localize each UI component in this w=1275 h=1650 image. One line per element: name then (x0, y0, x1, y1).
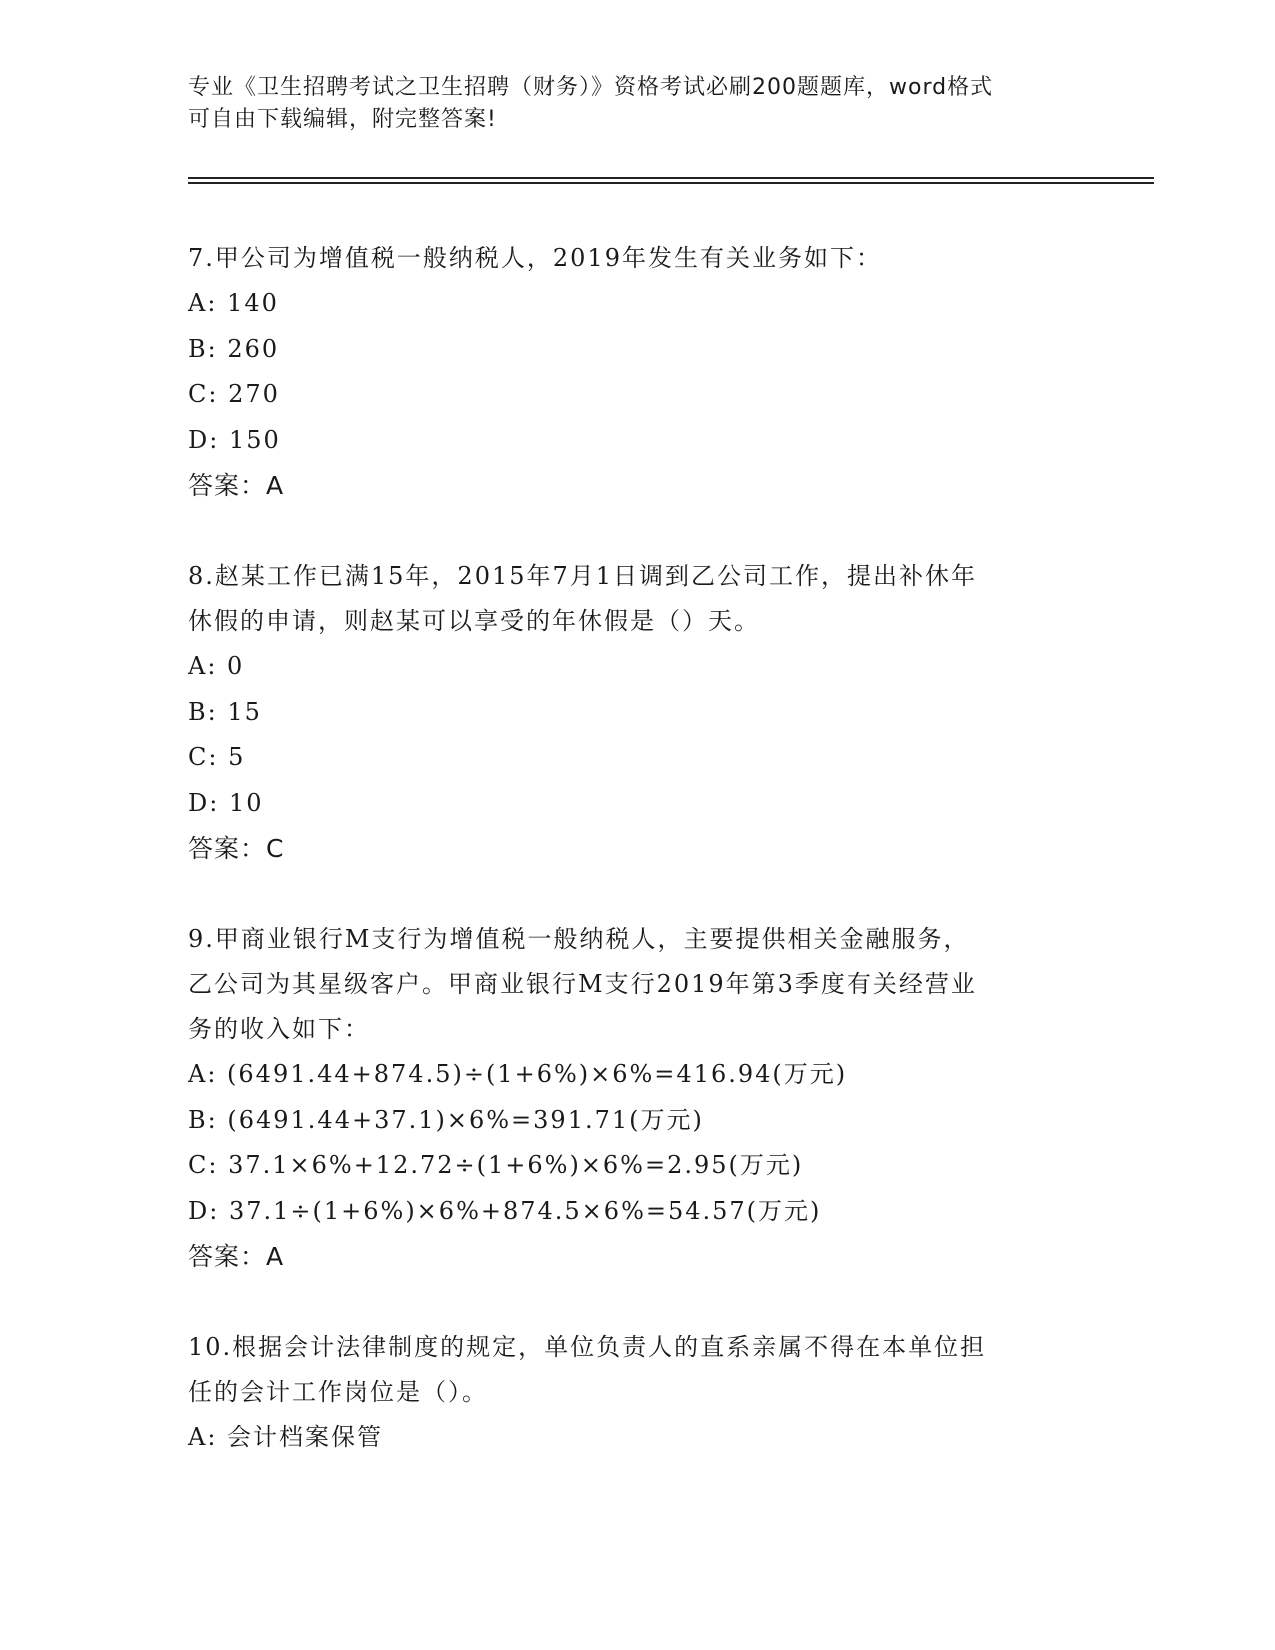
document-header (188, 72, 1088, 136)
option-b: B: (6491.44+37.1)×6%=391.71(万元) (188, 1105, 704, 1134)
question-7 (188, 236, 1088, 508)
option-c: C: 5 (188, 743, 246, 771)
answer-line: 答案：A (188, 471, 285, 500)
question-stem: 任的会计工作岗位是（）。 (188, 1378, 488, 1406)
option-b: B: 15 (188, 697, 262, 726)
header-divider-bottom (188, 182, 1154, 184)
question-9 (188, 917, 1088, 1279)
option-c: C: 37.1×6%+12.72÷(1+6%)×6%=2.95(万元) (188, 1151, 804, 1179)
header-line-1: 专业《卫生招聘考试之卫生招聘（财务）》资格考试必刷200题题库，word格式 (188, 75, 994, 100)
option-c: C: 270 (188, 380, 280, 408)
question-stem: 务的收入如下： (188, 1015, 370, 1043)
question-stem: 10.根据会计法律制度的规定，单位负责人的直系亲属不得在本单位担 (188, 1333, 987, 1361)
option-a: A: 140 (188, 289, 279, 317)
option-a: A: 0 (188, 652, 245, 680)
option-d: D: 150 (188, 425, 281, 454)
option-a: A: (6491.44+874.5)÷(1+6%)×6%=416.94(万元) (188, 1060, 848, 1088)
question-10 (188, 1325, 1088, 1461)
answer-line: 答案：C (188, 834, 285, 863)
answer-line: 答案：A (188, 1242, 285, 1271)
question-stem: 休假的申请，则赵某可以享受的年休假是（）天。 (188, 607, 760, 635)
question-stem: 7.甲公司为增值税一般纳税人，2019年发生有关业务如下： (188, 244, 882, 272)
header-divider-top (188, 177, 1154, 179)
header-line-2: 可自由下载编辑，附完整答案! (188, 107, 497, 132)
question-8 (188, 554, 1088, 871)
option-b: B: 260 (188, 334, 280, 363)
option-d: D: 10 (188, 788, 264, 817)
question-stem: 乙公司为其星级客户。甲商业银行M支行2019年第3季度有关经营业 (188, 970, 977, 998)
question-stem: 9.甲商业银行M支行为增值税一般纳税人，主要提供相关金融服务， (188, 925, 970, 953)
question-stem: 8.赵某工作已满15年，2015年7月1日调到乙公司工作，提出补休年 (188, 562, 978, 590)
option-d: D: 37.1÷(1+6%)×6%+874.5×6%=54.57(万元) (188, 1196, 822, 1225)
question-list (188, 236, 1088, 1507)
option-a: A: 会计档案保管 (188, 1423, 384, 1451)
